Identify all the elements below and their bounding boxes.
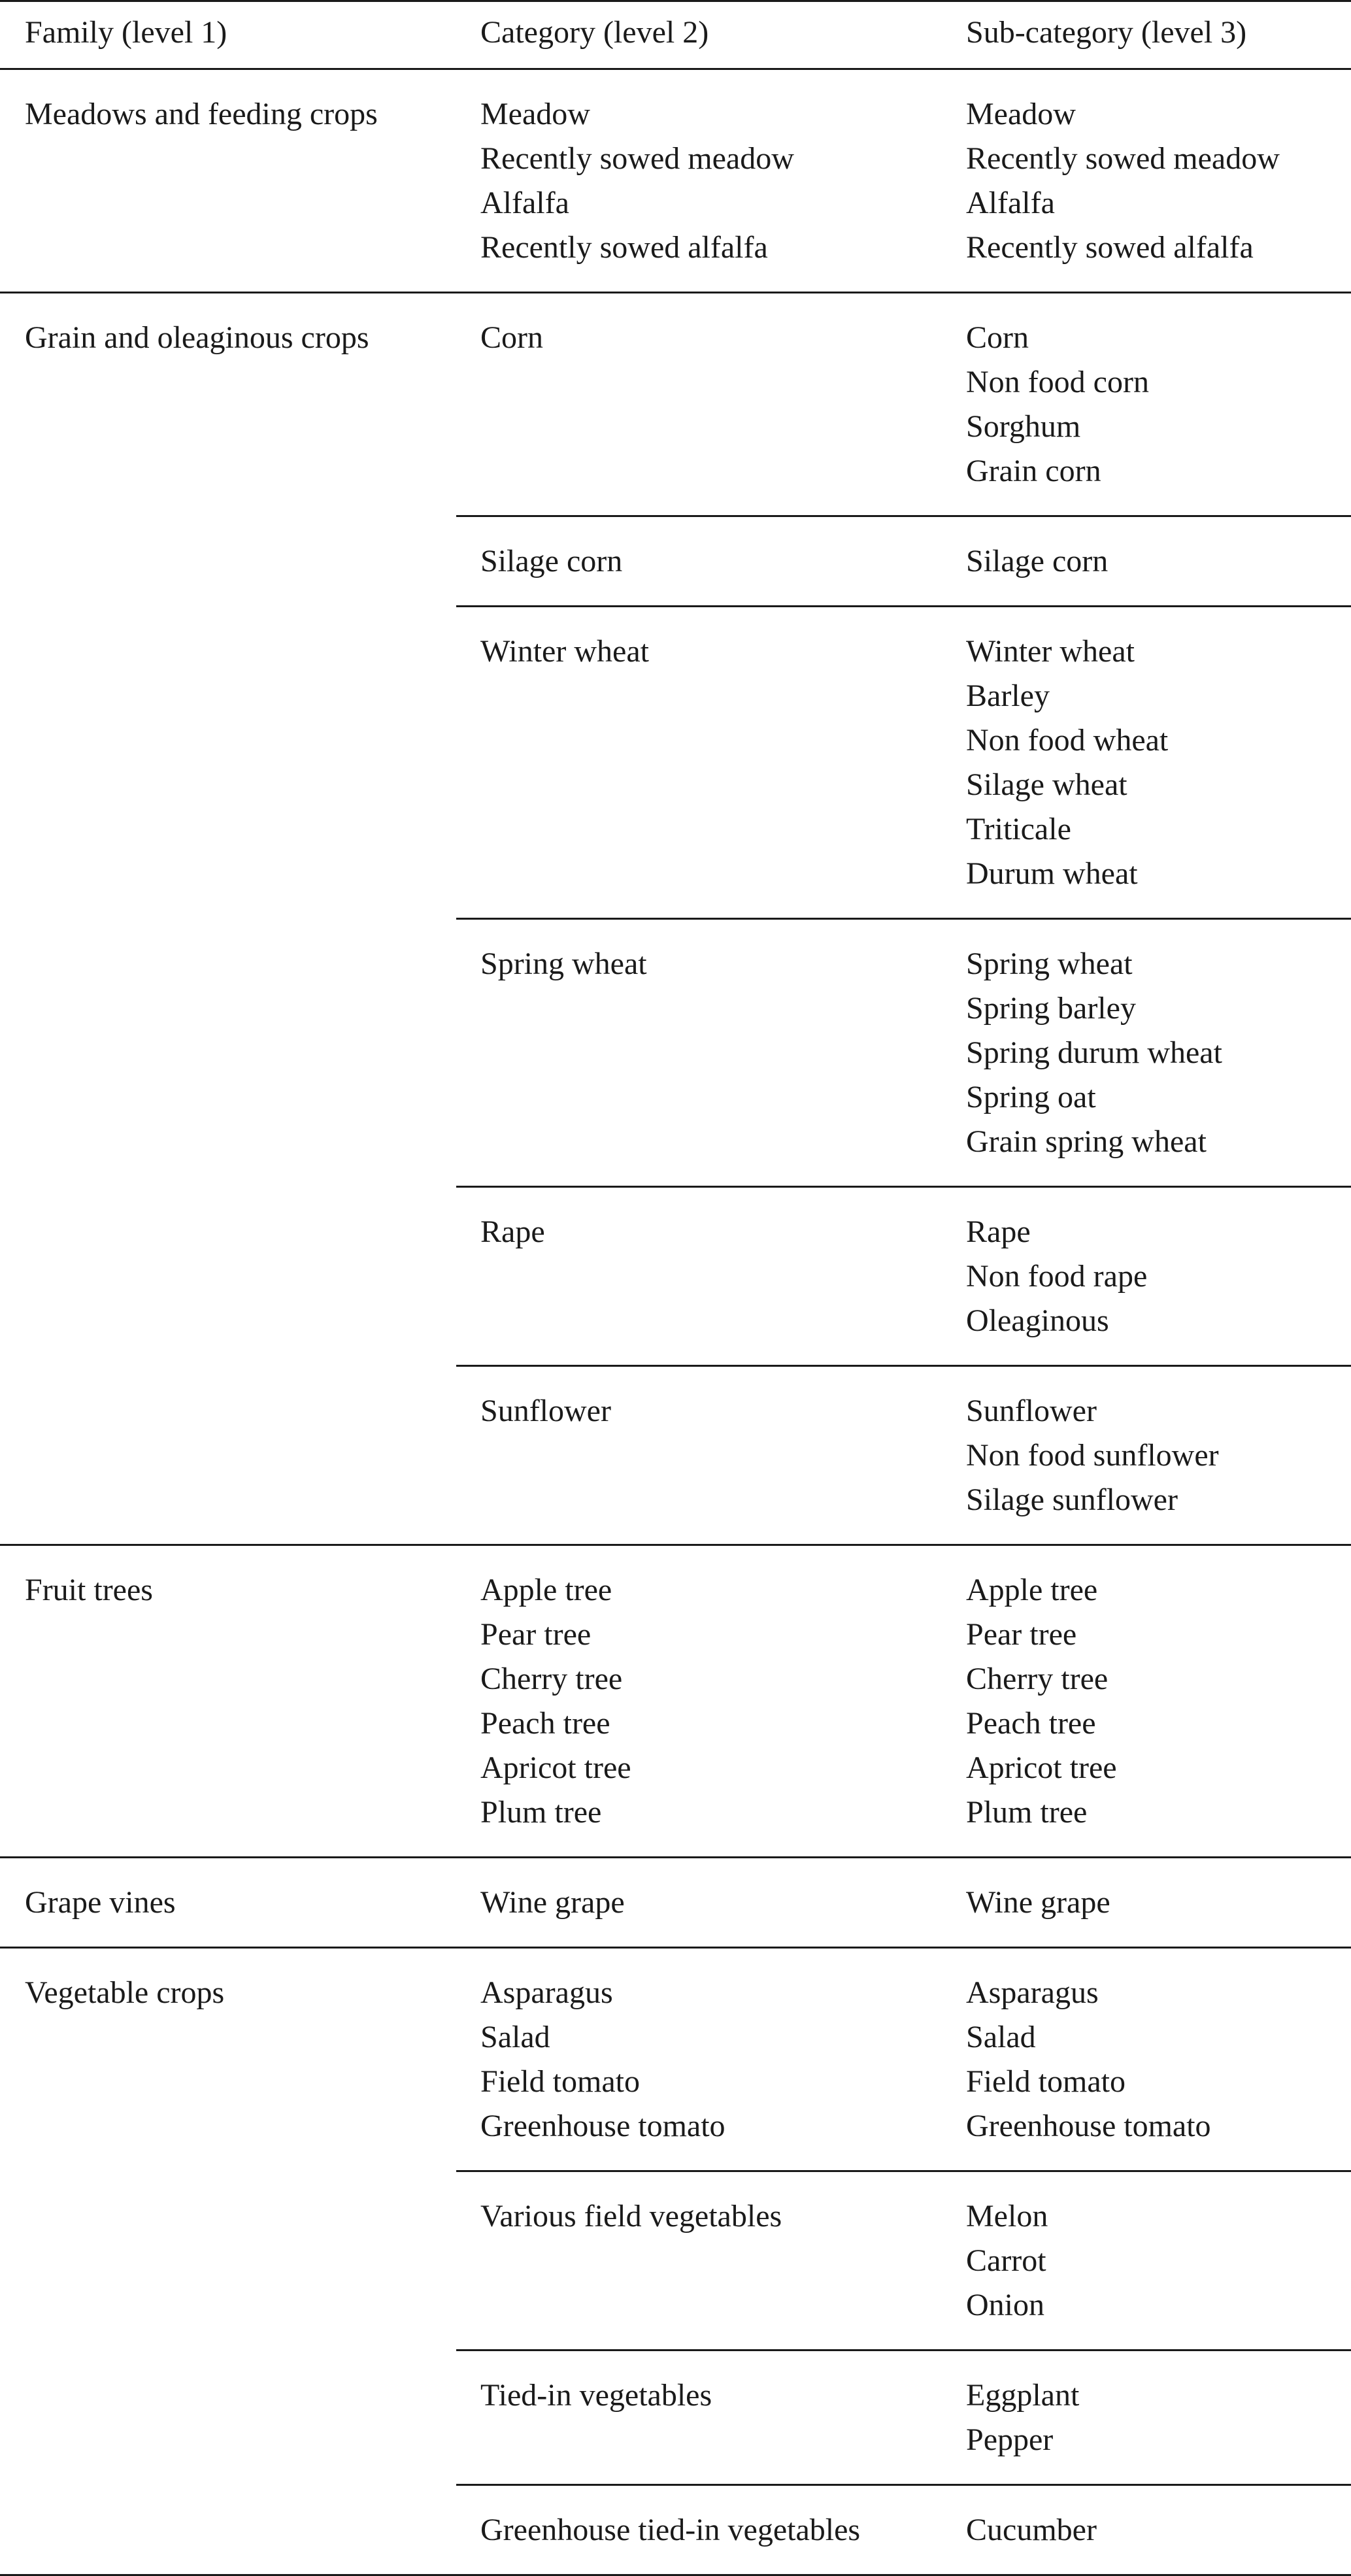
subcategory-name: Grain corn [966, 454, 1101, 488]
subcategory-name: Alfalfa [966, 186, 1055, 220]
subcategory-cell [942, 1545, 1351, 1858]
family-cell [0, 293, 456, 1545]
subcategory-cell [942, 2171, 1351, 2350]
subcategory-name: Spring barley [966, 991, 1136, 1026]
subcategory-name: Recently sowed meadow [966, 141, 1280, 176]
category-cell [456, 293, 942, 516]
subcategory-cell [942, 607, 1351, 919]
family-name: Fruit trees [25, 1573, 153, 1607]
category-name: Sunflower [480, 1394, 611, 1428]
subcategory-name: Spring wheat [966, 946, 1133, 981]
category-name: Various field vegetables [480, 2199, 782, 2233]
category-name: Peach tree [480, 1706, 610, 1741]
category-name: Apricot tree [480, 1750, 631, 1785]
subcategory-name: Spring durum wheat [966, 1035, 1222, 1070]
category-name: Wine grape [480, 1885, 625, 1920]
subcategory-name: Rape [966, 1214, 1031, 1249]
category-name: Meadow [480, 97, 590, 131]
category-name: Greenhouse tied-in vegetables [480, 2513, 861, 2547]
subcategory-name: Melon [966, 2199, 1048, 2233]
category-name: Tied-in vegetables [480, 2378, 712, 2413]
subcategory-name: Asparagus [966, 1975, 1099, 2010]
subcategory-name: Sunflower [966, 1394, 1097, 1428]
family-cell [0, 1858, 456, 1948]
subcategory-name: Barley [966, 678, 1050, 713]
category-name: Greenhouse tomato [480, 2109, 726, 2143]
subcategory-name: Durum wheat [966, 856, 1138, 891]
family-group [0, 293, 1351, 1545]
subcategory-name: Carrot [966, 2243, 1046, 2278]
subcategory-name: Pepper [966, 2422, 1054, 2457]
category-name: Apple tree [480, 1573, 612, 1607]
subcategory-name: Cherry tree [966, 1662, 1109, 1696]
category-cell [456, 1948, 942, 2171]
subcategory-name: Eggplant [966, 2378, 1080, 2413]
header-row [0, 1, 1351, 69]
subcategory-name: Corn [966, 320, 1029, 355]
category-name: Recently sowed alfalfa [480, 230, 768, 265]
subcategory-name: Silage corn [966, 544, 1109, 578]
subcategory-cell [942, 1858, 1351, 1948]
table-row [0, 69, 1351, 293]
subcategory-name: Plum tree [966, 1795, 1088, 1830]
category-cell [456, 607, 942, 919]
subcategory-name: Silage sunflower [966, 1482, 1178, 1517]
category-name: Plum tree [480, 1795, 602, 1830]
family-group [0, 1858, 1351, 1948]
subcategory-name: Onion [966, 2288, 1044, 2322]
category-cell [456, 919, 942, 1187]
category-cell [456, 2350, 942, 2485]
category-cell [456, 2171, 942, 2350]
table-row [0, 1948, 1351, 2171]
subcategory-name: Peach tree [966, 1706, 1096, 1741]
table-row [0, 293, 1351, 516]
family-name: Vegetable crops [25, 1975, 225, 2010]
family-group [0, 69, 1351, 293]
category-name: Spring wheat [480, 946, 647, 981]
subcategory-name: Non food rape [966, 1259, 1148, 1294]
family-name: Grain and oleaginous crops [25, 320, 369, 355]
subcategory-cell [942, 69, 1351, 293]
category-cell [456, 1187, 942, 1366]
category-name: Winter wheat [480, 634, 649, 669]
subcategory-cell [942, 1366, 1351, 1545]
subcategory-name: Winter wheat [966, 634, 1135, 669]
header-subcategory: Sub-category (level 3) [942, 1, 1351, 69]
category-cell [456, 1858, 942, 1948]
family-group [0, 1545, 1351, 1858]
subcategory-name: Non food wheat [966, 723, 1169, 758]
family-cell [0, 1948, 456, 2575]
subcategory-name: Non food corn [966, 365, 1149, 399]
category-name: Pear tree [480, 1617, 592, 1652]
family-cell [0, 1545, 456, 1858]
family-name: Meadows and feeding crops [25, 97, 378, 131]
subcategory-name: Grain spring wheat [966, 1124, 1207, 1159]
family-name: Grape vines [25, 1885, 176, 1920]
subcategory-name: Greenhouse tomato [966, 2109, 1211, 2143]
header-category: Category (level 2) [456, 1, 942, 69]
table-row [0, 1858, 1351, 1948]
subcategory-cell [942, 919, 1351, 1187]
subcategory-cell [942, 2485, 1351, 2575]
category-name: Corn [480, 320, 543, 355]
subcategory-cell [942, 293, 1351, 516]
category-cell [456, 1545, 942, 1858]
table-header [0, 1, 1351, 69]
subcategory-name: Oleaginous [966, 1303, 1109, 1338]
category-name: Field tomato [480, 2064, 640, 2099]
header-family: Family (level 1) [0, 1, 456, 69]
category-cell [456, 1366, 942, 1545]
family-group [0, 1948, 1351, 2575]
subcategory-cell [942, 516, 1351, 607]
subcategory-name: Non food sunflower [966, 1438, 1219, 1473]
subcategory-name: Apple tree [966, 1573, 1098, 1607]
subcategory-cell [942, 1187, 1351, 1366]
category-name: Salad [480, 2020, 550, 2054]
subcategory-cell [942, 2350, 1351, 2485]
subcategory-name: Apricot tree [966, 1750, 1117, 1785]
subcategory-name: Silage wheat [966, 767, 1127, 802]
subcategory-name: Recently sowed alfalfa [966, 230, 1254, 265]
subcategory-name: Salad [966, 2020, 1036, 2054]
subcategory-name: Meadow [966, 97, 1076, 131]
category-cell [456, 516, 942, 607]
subcategory-cell [942, 1948, 1351, 2171]
category-cell [456, 69, 942, 293]
family-cell [0, 69, 456, 293]
category-name: Cherry tree [480, 1662, 623, 1696]
category-name: Silage corn [480, 544, 623, 578]
category-name: Asparagus [480, 1975, 613, 2010]
subcategory-name: Pear tree [966, 1617, 1077, 1652]
subcategory-name: Spring oat [966, 1080, 1096, 1114]
subcategory-name: Sorghum [966, 409, 1081, 444]
subcategory-name: Field tomato [966, 2064, 1126, 2099]
category-cell [456, 2485, 942, 2575]
category-name: Alfalfa [480, 186, 569, 220]
subcategory-name: Cucumber [966, 2513, 1097, 2547]
subcategory-name: Triticale [966, 812, 1071, 846]
category-name: Recently sowed meadow [480, 141, 794, 176]
table-row [0, 1545, 1351, 1858]
subcategory-name: Wine grape [966, 1885, 1110, 1920]
category-name: Rape [480, 1214, 545, 1249]
